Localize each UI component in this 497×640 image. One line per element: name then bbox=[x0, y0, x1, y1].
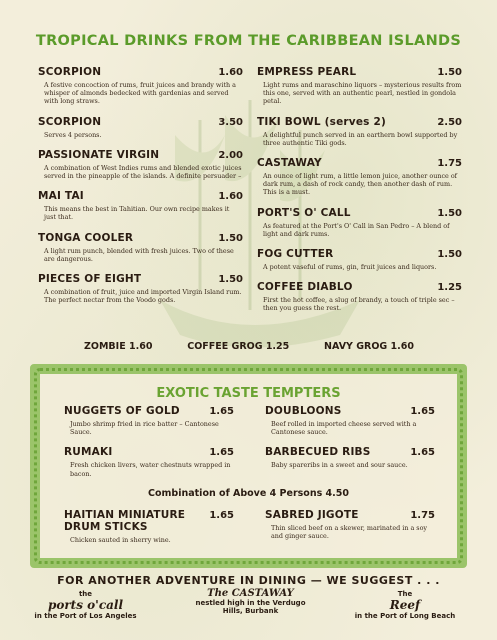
food-name: DOUBLOONS bbox=[265, 405, 342, 417]
restaurant-pre: The bbox=[397, 590, 413, 598]
drink-item bbox=[38, 190, 243, 221]
food-item bbox=[265, 446, 435, 469]
drink-item bbox=[38, 116, 243, 139]
drink-item bbox=[257, 248, 462, 271]
restaurant-logo: The CASTAWAY bbox=[207, 588, 294, 599]
restaurant-logo: ports o'call bbox=[47, 598, 124, 612]
drink-price: 2.00 bbox=[218, 149, 243, 161]
food-item bbox=[64, 446, 234, 477]
drink-desc: A festive concoction of rums, fruit juices and brandy with a whisper of almonds bedecked with gardenias and served with long straws. bbox=[44, 81, 236, 106]
drink-desc: A combination of West Indies rums and blended exotic juices served in the pineapple of the islands. A definite persuader – bbox=[44, 163, 242, 181]
drink-desc: A delightful punch served in an earthern bowl supported by three authentic Tiki gods. bbox=[263, 130, 458, 147]
food-price: 1.65 bbox=[209, 510, 234, 521]
drink-name: PASSIONATE VIRGIN bbox=[38, 148, 160, 161]
drink-price: 2.50 bbox=[437, 116, 462, 128]
food-name: HAITIAN MINIATURE DRUM STICKS bbox=[64, 509, 186, 533]
food-price: 1.65 bbox=[410, 406, 435, 417]
drink-name: PIECES OF EIGHT bbox=[38, 273, 142, 286]
drink-price: 1.50 bbox=[437, 67, 462, 78]
food-desc: Beef rolled in imported cheese served with a Cantonese sauce. bbox=[271, 420, 417, 437]
drink-desc: An ounce of light rum, a little lemon juice, another ounce of dark rum, a dash of rock candy, then another dash of rum. This is a must. bbox=[263, 172, 458, 197]
combination-line: Combination of Above 4 Persons 4.50 bbox=[148, 488, 349, 499]
drink-name: SCORPION bbox=[38, 115, 102, 128]
drink-name: PORT'S O' CALL bbox=[257, 206, 351, 219]
drink-name: SCORPION bbox=[38, 66, 102, 78]
drink-desc: A potent vaseful of rums, gin, fruit juices and liquors. bbox=[263, 263, 437, 272]
drink-price: 1.75 bbox=[437, 158, 462, 170]
drink-name: TIKI BOWL (serves 2) bbox=[257, 115, 386, 128]
drink-desc: Serves 4 persons. bbox=[44, 130, 102, 139]
restaurant-castaway bbox=[193, 588, 308, 615]
drink-price: 1.25 bbox=[437, 282, 462, 294]
food-desc: Fresh chicken livers, water chestnuts wrapped in bacon. bbox=[70, 461, 231, 478]
footer-suggest: FOR ANOTHER ADVENTURE IN DINING — WE SUGGEST . . . bbox=[57, 574, 440, 587]
drinks-right-column bbox=[257, 66, 462, 323]
drink-item bbox=[257, 116, 462, 147]
extra-drink: ZOMBIE 1.60 bbox=[84, 341, 153, 352]
food-desc: Baby spareribs in a sweet and sour sauce. bbox=[271, 461, 408, 470]
drink-price: 1.60 bbox=[218, 67, 243, 78]
page-title: TROPICAL DRINKS FROM THE CARIBBEAN ISLANDS bbox=[35, 33, 462, 49]
food-name: RUMAKI bbox=[64, 446, 113, 459]
drink-item bbox=[257, 157, 462, 197]
food-price: 1.65 bbox=[410, 447, 435, 459]
drink-desc: As featured at the Port's O' Call in San Pedro – A blend of light and dark rums. bbox=[263, 221, 450, 238]
drink-name: FOG CUTTER bbox=[257, 248, 334, 261]
drink-item bbox=[257, 281, 462, 312]
drink-desc: A combination of fruit, juice and imported Virgin Island rum. The perfect nectar from the Voodo gods. bbox=[44, 288, 242, 305]
drinks-left-column bbox=[38, 66, 243, 314]
drink-name: COFFEE DIABLO bbox=[257, 281, 353, 294]
extra-drink: COFFEE GROG 1.25 bbox=[187, 341, 290, 352]
drink-price: 1.50 bbox=[218, 232, 243, 244]
restaurant-logo: Reef bbox=[389, 598, 421, 612]
drink-name: TONGA COOLER bbox=[38, 231, 134, 244]
drink-item bbox=[257, 207, 462, 238]
food-name: NUGGETS OF GOLD bbox=[64, 405, 180, 417]
extra-drink: NAVY GROG 1.60 bbox=[324, 341, 414, 352]
drink-item bbox=[257, 66, 462, 106]
drink-price: 1.60 bbox=[218, 191, 243, 203]
drink-desc: A light rum punch, blended with fresh juices. Two of these are dangerous. bbox=[44, 246, 234, 263]
food-name: BARBECUED RIBS bbox=[265, 446, 371, 459]
restaurant-location: in the Port of Long Beach bbox=[354, 612, 456, 620]
drink-price: 1.50 bbox=[218, 274, 243, 286]
drink-price: 3.50 bbox=[218, 116, 243, 128]
drink-item bbox=[38, 66, 243, 106]
extra-drinks-row bbox=[84, 341, 414, 352]
drink-name: CASTAWAY bbox=[257, 157, 322, 170]
drink-desc: This means the best in Tahitian. Our own recipe makes it just that. bbox=[44, 205, 230, 222]
food-desc: Thin sliced beef on a skewer, marinated in a soy and ginger sauce. bbox=[271, 524, 428, 541]
food-price: 1.65 bbox=[209, 406, 234, 417]
food-item bbox=[64, 509, 234, 544]
drink-price: 1.50 bbox=[437, 249, 462, 261]
drink-price: 1.50 bbox=[437, 207, 462, 219]
drink-item bbox=[38, 232, 243, 263]
exotic-section-title: EXOTIC TASTE TEMPTERS bbox=[156, 386, 341, 401]
drink-name: EMPRESS PEARL bbox=[257, 66, 357, 78]
restaurant-ports-o-call bbox=[28, 590, 143, 620]
restaurant-pre: the bbox=[78, 590, 93, 598]
restaurant-reef bbox=[340, 590, 470, 620]
food-desc: Chicken sauted in sherry wine. bbox=[70, 536, 171, 544]
exotic-right-column bbox=[265, 405, 435, 480]
restaurant-location: in the Port of Los Angeles bbox=[34, 612, 137, 620]
drink-desc: First the hot coffee, a slug of brandy, a touch of triple sec – then you guess the rest. bbox=[263, 296, 455, 313]
exotic-left-column bbox=[64, 405, 234, 488]
food-item bbox=[265, 509, 435, 540]
drink-name: MAI TAI bbox=[38, 190, 84, 203]
restaurant-location: nestled high in the Verdugo Hills, Burbank bbox=[195, 599, 306, 615]
drink-item bbox=[38, 273, 243, 304]
food-item bbox=[64, 405, 234, 436]
food-name: SABRED JIGOTE bbox=[265, 509, 359, 521]
food-price: 1.75 bbox=[410, 510, 435, 521]
food-desc: Jumbo shrimp fried in rice batter – Cantonese Sauce. bbox=[70, 420, 219, 437]
drink-desc: Light rums and maraschino liquors – mysterious results from this one, served with an authentic pearl, nestled in gondola petal. bbox=[263, 81, 462, 106]
drink-item bbox=[38, 149, 243, 180]
food-price: 1.65 bbox=[209, 447, 234, 459]
food-item bbox=[265, 405, 435, 436]
